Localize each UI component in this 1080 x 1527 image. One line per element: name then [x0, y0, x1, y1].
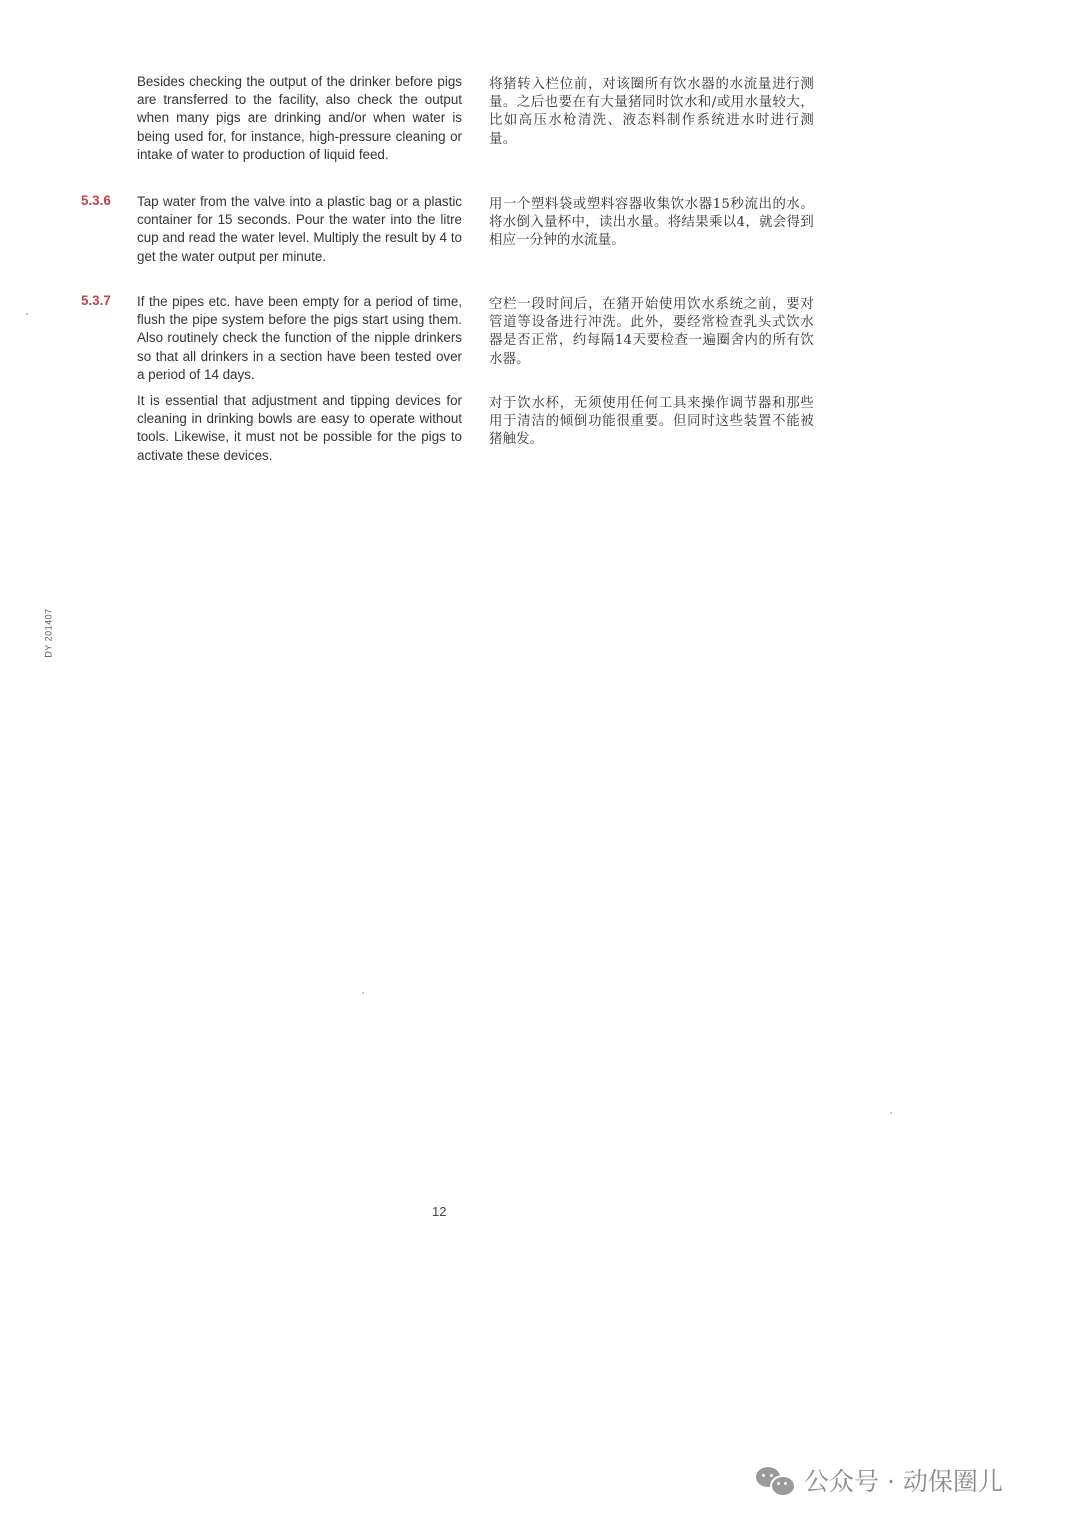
wechat-icon — [756, 1465, 794, 1495]
paragraph-en-5-3-6: Tap water from the valve into a plastic bag or a plastic container for 15 seconds. Pour the water into the litre cup and read the water level. Multiply the result by 4 to get the water output per minute. — [137, 194, 462, 264]
watermark — [756, 1462, 1003, 1498]
watermark-text: 公众号 · 动保圈儿 — [804, 1467, 1003, 1496]
scan-speck — [362, 992, 364, 994]
paragraph-zh-5-3-7: 空栏一段时间后，在猪开始使用饮水系统之前，要对管道等设备进行冲洗。此外，要经常检查乳头式饮水器是否正常，约每隔14天要检查一遍圈舍内的所有饮水器。 — [489, 297, 814, 367]
page-number: 12 — [432, 1204, 447, 1219]
paragraph-zh-intro: 将猪转入栏位前，对该圈所有饮水器的水流量进行测量。之后也要在有大量猪同时饮水和/或用水量较大，比如高压水枪清洗、液态料制作系统进水时进行测量。 — [489, 77, 814, 147]
side-document-code: DY 201407 — [43, 608, 54, 658]
paragraph-zh-devices: 对于饮水杯，无须使用任何工具来操作调节器和那些用于清洁的倾倒功能很重要。但同时这些装置不能被猪触发。 — [489, 396, 814, 448]
paragraph-en-devices: It is essential that adjustment and tipping devices for cleaning in drinking bowls are easy to operate without tools. Likewise, it must not be possible for the pigs to activate these devices. — [137, 393, 462, 463]
paragraph-en-5-3-7: If the pipes etc. have been empty for a period of time, flush the pipe system before the pigs start using them. Also routinely check the function of the nipple drinkers so that all drinkers in a section have been tested over a period of 14 days. — [137, 294, 462, 382]
scan-speck — [26, 313, 28, 315]
scan-speck — [890, 1112, 892, 1114]
section-number-5-3-7: 5.3.7 — [81, 293, 111, 308]
section-number-5-3-6: 5.3.6 — [81, 193, 111, 208]
paragraph-zh-5-3-6: 用一个塑料袋或塑料容器收集饮水器15秒流出的水。将水倒入量杯中，读出水量。将结果乘以4，就会得到相应一分钟的水流量。 — [489, 197, 814, 249]
paragraph-en-intro: Besides checking the output of the drinker before pigs are transferred to the facility, also check the output when many pigs are drinking and/or when water is being used for, for instance, high-pressure cleaning or intake of water to production of liquid feed. — [137, 74, 462, 162]
